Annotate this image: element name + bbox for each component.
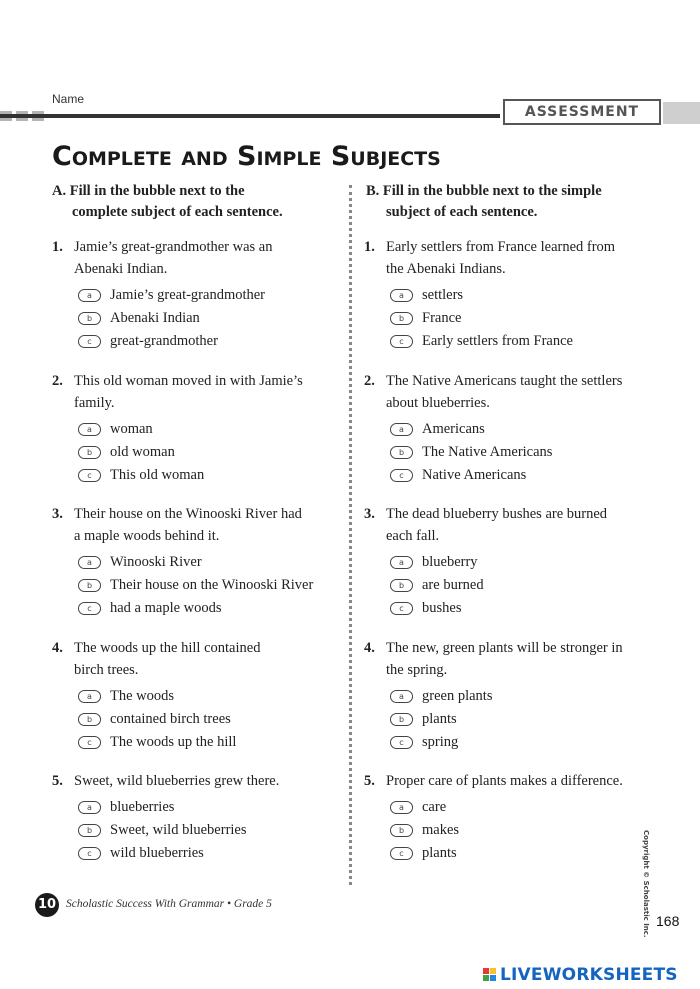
answer-bubble[interactable]: a [390, 556, 413, 569]
answer-text: makes [422, 822, 460, 838]
answer-bubble[interactable]: c [390, 335, 413, 348]
answer-bubble[interactable]: a [78, 556, 101, 569]
question-b-3 [364, 503, 654, 633]
answer-option[interactable] [78, 731, 348, 753]
answer-option[interactable] [390, 284, 660, 306]
answer-option[interactable] [390, 418, 660, 440]
answer-bubble[interactable]: a [78, 690, 101, 703]
answer-bubble[interactable]: a [390, 289, 413, 302]
question-number: 4. [52, 640, 63, 656]
answer-text: The woods up the hill [110, 734, 237, 750]
question-number: 3. [364, 506, 375, 522]
answer-bubble[interactable]: c [390, 736, 413, 749]
answer-bubble[interactable]: a [390, 690, 413, 703]
answer-bubble[interactable]: b [390, 824, 413, 837]
answer-option[interactable] [78, 685, 348, 707]
answer-text: spring [422, 734, 459, 750]
answer-bubble[interactable]: c [390, 469, 413, 482]
question-text: The Native Americans taught the settlers about blueberries. [386, 373, 623, 411]
answer-bubble[interactable]: a [390, 801, 413, 814]
answer-option[interactable] [78, 796, 348, 818]
answer-text: blueberry [422, 554, 478, 570]
answer-text: old woman [110, 444, 175, 460]
answer-text: The Native Americans [422, 444, 553, 460]
page-title: Complete and Simple Subjects [52, 141, 441, 172]
question-text: Jamie’s great-grandmother was an Abenaki Indian. [74, 239, 273, 277]
answer-text: Winooski River [110, 554, 202, 570]
answer-option[interactable] [390, 708, 660, 730]
copyright-note: Copyright © Scholastic Inc. [642, 830, 650, 938]
answer-bubble[interactable]: c [78, 847, 101, 860]
answer-text: care [422, 799, 447, 815]
answer-text: Native Americans [422, 467, 527, 483]
answer-option[interactable] [78, 708, 348, 730]
question-b-5 [364, 770, 654, 900]
answer-bubble[interactable]: c [78, 469, 101, 482]
answer-option[interactable] [390, 731, 660, 753]
answer-bubble[interactable]: a [390, 423, 413, 436]
answer-text: Early settlers from France [422, 333, 573, 349]
answer-text: blueberries [110, 799, 175, 815]
answer-option[interactable] [390, 597, 660, 619]
answer-bubble[interactable]: b [390, 446, 413, 459]
answer-text: settlers [422, 287, 464, 303]
answer-bubble[interactable]: b [78, 446, 101, 459]
question-number: 3. [52, 506, 63, 522]
badge-strip [663, 102, 700, 124]
answer-text: plants [422, 711, 457, 727]
answer-option[interactable] [390, 551, 660, 573]
answer-option[interactable] [78, 441, 348, 463]
answer-bubble[interactable]: b [78, 713, 101, 726]
liveworksheets-brand: LIVEWORKSHEETS [500, 965, 678, 985]
answer-bubble[interactable]: c [390, 847, 413, 860]
answer-bubble[interactable]: a [78, 801, 101, 814]
answer-text: This old woman [110, 467, 205, 483]
answer-option[interactable] [390, 307, 660, 329]
section-b-heading: B. Fill in the bubble next to the simple subject of each sentence. [366, 183, 602, 220]
answer-option[interactable] [390, 819, 660, 841]
answer-option[interactable] [78, 284, 348, 306]
answer-bubble[interactable]: b [390, 579, 413, 592]
answer-bubble[interactable]: b [78, 824, 101, 837]
answer-text: woman [110, 421, 153, 437]
question-text: Their house on the Winooski River had a maple woods behind it. [74, 506, 302, 544]
answer-option[interactable] [390, 441, 660, 463]
question-a-2 [52, 370, 342, 500]
name-label: Name [52, 92, 85, 106]
book-title: Scholastic Success With Grammar • Grade 5 [66, 898, 272, 910]
answer-option[interactable] [390, 796, 660, 818]
question-number: 5. [52, 773, 63, 789]
question-a-3 [52, 503, 342, 633]
answer-bubble[interactable]: c [78, 602, 101, 615]
answer-text: green plants [422, 688, 493, 704]
answer-option[interactable] [78, 418, 348, 440]
answer-bubble[interactable]: a [78, 289, 101, 302]
answer-option[interactable] [78, 574, 348, 596]
answer-bubble[interactable]: b [390, 713, 413, 726]
answer-option[interactable] [390, 685, 660, 707]
answer-text: Sweet, wild blueberries [110, 822, 247, 838]
answer-option[interactable] [390, 842, 660, 864]
answer-option[interactable] [390, 330, 660, 352]
answer-bubble[interactable]: a [78, 423, 101, 436]
question-a-4 [52, 637, 342, 767]
answer-text: had a maple woods [110, 600, 222, 616]
question-text: Proper care of plants makes a difference. [386, 773, 623, 789]
question-number: 2. [52, 373, 63, 389]
answer-text: are burned [422, 577, 484, 593]
answer-text: France [422, 310, 462, 326]
answer-bubble[interactable]: c [390, 602, 413, 615]
question-a-5 [52, 770, 342, 900]
answer-bubble[interactable]: b [390, 312, 413, 325]
answer-option[interactable] [78, 842, 348, 864]
answer-text: The woods [110, 688, 175, 704]
question-b-2 [364, 370, 654, 500]
page-number: 168 [656, 913, 680, 929]
question-b-4 [364, 637, 654, 767]
question-text: Sweet, wild blueberries grew there. [74, 773, 280, 789]
question-text: Early settlers from France learned from the Abenaki Indians. [386, 239, 616, 277]
answer-text: plants [422, 845, 457, 861]
question-number: 2. [364, 373, 375, 389]
answer-bubble[interactable]: c [78, 736, 101, 749]
question-number: 1. [52, 239, 63, 255]
answer-option[interactable] [78, 330, 348, 352]
answer-text: bushes [422, 600, 462, 616]
answer-option[interactable] [78, 551, 348, 573]
answer-option[interactable] [78, 464, 348, 486]
answer-bubble[interactable]: b [78, 312, 101, 325]
answer-text: Jamie’s great-grandmother [110, 287, 266, 303]
question-a-1 [52, 236, 342, 366]
answer-option[interactable] [78, 597, 348, 619]
answer-bubble[interactable]: b [78, 579, 101, 592]
answer-option[interactable] [390, 574, 660, 596]
answer-text: great-grandmother [110, 333, 218, 349]
answer-text: Americans [422, 421, 485, 437]
answer-text: wild blueberries [110, 845, 204, 861]
question-text: The new, green plants will be stronger in the spring. [386, 640, 623, 678]
question-text: The woods up the hill contained birch trees. [74, 640, 261, 678]
question-text: This old woman moved in with Jamie’s family. [74, 373, 303, 411]
column-divider [349, 185, 352, 885]
answer-option[interactable] [78, 819, 348, 841]
answer-text: Abenaki Indian [110, 310, 200, 326]
answer-option[interactable] [390, 464, 660, 486]
answer-bubble[interactable]: c [78, 335, 101, 348]
section-a-heading: A. Fill in the bubble next to the complete subject of each sentence. [52, 183, 283, 220]
assessment-badge: ASSESSMENT [503, 99, 661, 125]
answer-text: Their house on the Winooski River [110, 577, 314, 593]
question-b-1 [364, 236, 654, 366]
question-number: 5. [364, 773, 375, 789]
answer-text: contained birch trees [110, 711, 231, 727]
question-text: The dead blueberry bushes are burned each fall. [386, 506, 608, 544]
question-number: 1. [364, 239, 375, 255]
liveworksheets-icon [483, 968, 497, 982]
answer-option[interactable] [78, 307, 348, 329]
question-number: 4. [364, 640, 375, 656]
page-badge: 10 [35, 893, 59, 917]
